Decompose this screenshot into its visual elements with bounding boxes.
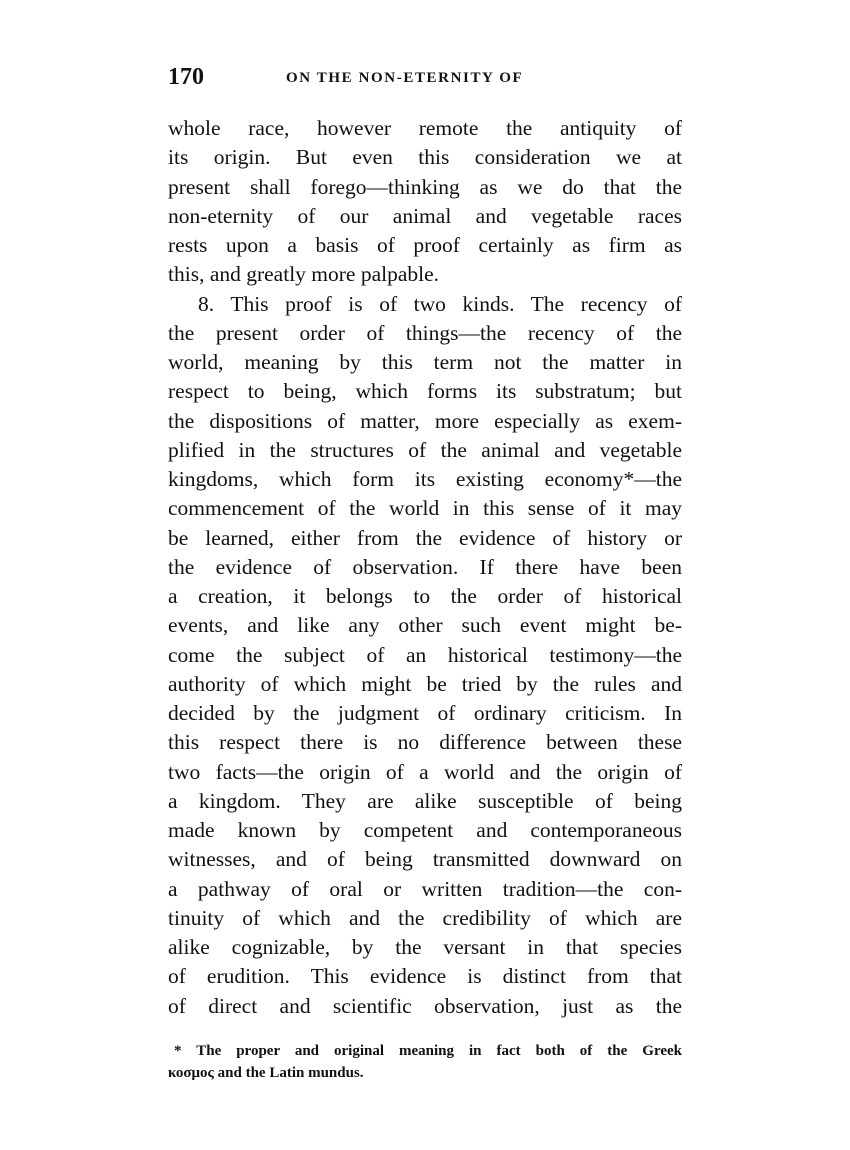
text-line: be learned, either from the evidence of history or <box>168 525 682 550</box>
text-line: present shall forego—thinking as we do that the <box>168 174 682 199</box>
text-line: whole race, however remote the antiquity of <box>168 116 682 140</box>
text-line: tinuity of which and the credibility of which are <box>168 905 682 930</box>
body-text <box>168 114 682 1021</box>
text-line: this respect there is no difference between these <box>168 730 682 755</box>
text-line: two facts—the origin of a world and the origin of <box>168 759 682 784</box>
text-line: the present order of things—the recency of the <box>168 320 682 345</box>
footnote <box>168 1040 682 1084</box>
text-line: authority of which might be tried by the rules and <box>168 671 682 696</box>
text-line: a pathway of oral or written tradition—the con- <box>168 876 682 901</box>
page-header <box>168 64 688 94</box>
text-line: rests upon a basis of proof certainly as firm as <box>168 233 682 257</box>
running-head: ON THE NON-ETERNITY OF <box>286 70 524 86</box>
paragraph-start-line: 8. This proof is of two kinds. The recency of <box>198 291 682 316</box>
page-number: 170 <box>168 64 204 90</box>
text-line: commencement of the world in this sense of it may <box>168 496 682 521</box>
text-line: witnesses, and of being transmitted downward on <box>168 847 682 872</box>
text-line: of erudition. This evidence is distinct from that <box>168 964 682 989</box>
text-line: plified in the structures of the animal and vegetable <box>168 437 682 462</box>
text-line: of direct and scientific observation, just as the <box>168 993 682 1018</box>
footnote-line: κοσμος and the Latin mundus. <box>168 1065 364 1081</box>
text-line: a kingdom. They are alike susceptible of being <box>168 788 682 813</box>
text-line: this, and greatly more palpable. <box>168 262 440 287</box>
text-line: its origin. But even this consideration we at <box>168 145 682 170</box>
text-line: the evidence of observation. If there have been <box>168 554 682 579</box>
footnote-line: * The proper and original meaning in fact both of the Greek <box>174 1043 682 1059</box>
text-line: decided by the judgment of ordinary criticism. In <box>168 701 682 725</box>
text-line: a creation, it belongs to the order of historical <box>168 584 682 608</box>
text-line: kingdoms, which form its existing economy*—the <box>168 467 682 491</box>
text-line: the dispositions of matter, more especially as exem- <box>168 408 682 433</box>
text-line: come the subject of an historical testimony—the <box>168 642 682 667</box>
text-line: made known by competent and contemporaneous <box>168 818 682 842</box>
text-line: alike cognizable, by the versant in that species <box>168 935 682 959</box>
text-line: respect to being, which forms its substratum; but <box>168 379 682 404</box>
text-line: events, and like any other such event might be- <box>168 613 682 638</box>
text-line: world, meaning by this term not the matter in <box>168 350 682 374</box>
text-line: non-eternity of our animal and vegetable races <box>168 203 682 228</box>
